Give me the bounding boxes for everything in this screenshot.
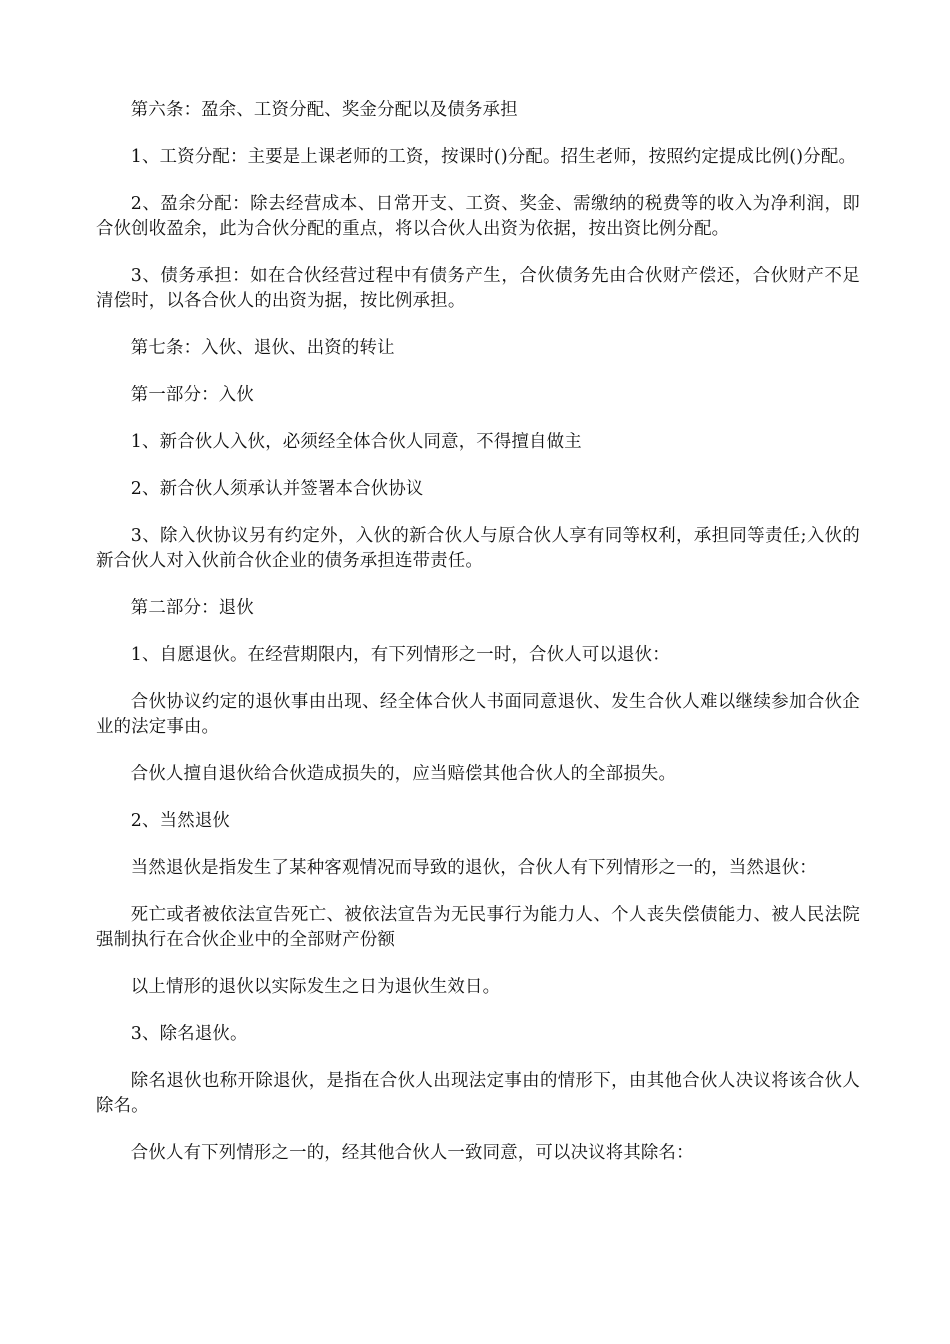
heading-article-6: 第六条：盈余、工资分配、奖金分配以及债务承担 bbox=[130, 100, 518, 120]
heading-part-1: 第一部分：入伙 bbox=[130, 385, 254, 405]
paragraph-natural-withdrawal-cases: 死亡或者被依法宣告死亡、被依法宣告为无民事行为能力人、个人丧失偿债能力、被人民法院强制执行在合伙企业中的全部财产份额 bbox=[96, 905, 860, 950]
paragraph-withdrawal-compensation: 合伙人擅自退伙给合伙造成损失的，应当赔偿其他合伙人的全部损失。 bbox=[130, 764, 677, 784]
heading-expulsion: 3、除名退伙。 bbox=[130, 1024, 248, 1044]
paragraph-join-2: 2、新合伙人须承认并签署本合伙协议 bbox=[130, 479, 424, 499]
heading-article-7: 第七条：入伙、退伙、出资的转让 bbox=[130, 338, 395, 358]
paragraph-wage-distribution: 1、工资分配：主要是上课老师的工资，按课时()分配。招生老师，按照约定提成比例()分配。 bbox=[130, 147, 857, 167]
paragraph-withdrawal-effective-date: 以上情形的退伙以实际发生之日为退伙生效日。 bbox=[130, 977, 501, 997]
paragraph-voluntary-withdrawal: 1、自愿退伙。在经营期限内，有下列情形之一时，合伙人可以退伙： bbox=[130, 645, 670, 665]
paragraph-natural-withdrawal-definition: 当然退伙是指发生了某种客观情况而导致的退伙，合伙人有下列情形之一的，当然退伙： bbox=[130, 858, 817, 878]
heading-natural-withdrawal: 2、当然退伙 bbox=[130, 811, 231, 831]
paragraph-expulsion-conditions: 合伙人有下列情形之一的，经其他合伙人一致同意，可以决议将其除名： bbox=[130, 1143, 694, 1163]
paragraph-debt-bearing: 3、债务承担：如在合伙经营过程中有债务产生，合伙债务先由合伙财产偿还，合伙财产不足清偿时，以各合伙人的出资为据，按比例承担。 bbox=[96, 266, 860, 311]
document-body bbox=[96, 98, 860, 1188]
paragraph-join-1: 1、新合伙人入伙，必须经全体合伙人同意，不得擅自做主 bbox=[130, 432, 582, 452]
heading-part-2: 第二部分：退伙 bbox=[130, 598, 254, 618]
paragraph-join-3: 3、除入伙协议另有约定外，入伙的新合伙人与原合伙人享有同等权利，承担同等责任;入伙的新合伙人对入伙前合伙企业的债务承担连带责任。 bbox=[96, 526, 860, 571]
paragraph-withdrawal-reasons: 合伙协议约定的退伙事由出现、经全体合伙人书面同意退伙、发生合伙人难以继续参加合伙企业的法定事由。 bbox=[96, 692, 860, 737]
paragraph-expulsion-definition: 除名退伙也称开除退伙，是指在合伙人出现法定事由的情形下，由其他合伙人决议将该合伙人除名。 bbox=[96, 1071, 860, 1116]
paragraph-surplus-distribution: 2、盈余分配：除去经营成本、日常开支、工资、奖金、需缴纳的税费等的收入为净利润，即合伙创收盈余，此为合伙分配的重点，将以合伙人出资为依据，按出资比例分配。 bbox=[96, 194, 860, 239]
